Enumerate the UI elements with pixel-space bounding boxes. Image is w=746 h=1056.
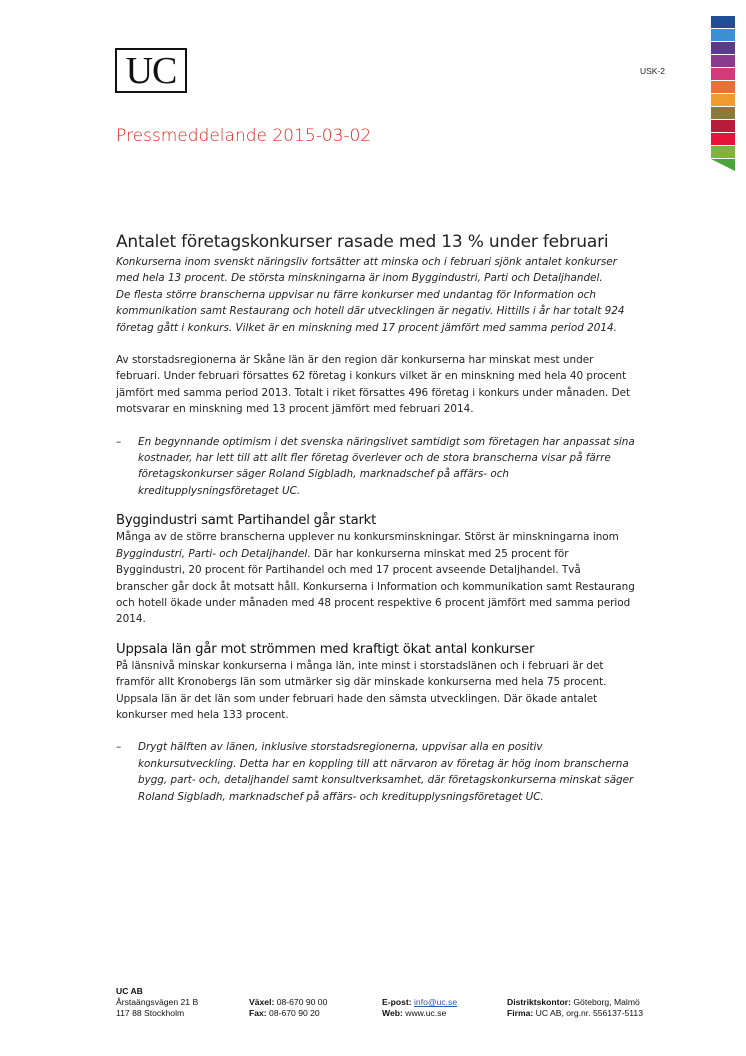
color-stripe [711,29,735,41]
quote-text: Drygt hälften av länen, inklusive storstadsregionerna, uppvisar alla en positiv konkursutveckling. Detta har en koppling till att närvaron av företag är hög inom branscherna bygg, part- och, detaljhandel samt konsultverksamhet, där företagskonkurserna minskat säger Roland Sigbladh, marknadschef på affärs- och kreditupplysningsföretaget UC. [138,741,634,803]
logo-text: UC [125,49,177,92]
footer-address [116,997,249,1019]
section-heading-byggindustri: Byggindustri samt Partihandel går starkt [116,513,377,529]
section-heading-uppsala: Uppsala län går mot strömmen med kraftigt ökat antal konkurser [116,641,535,657]
district-value: Göteborg, Malmö [570,997,640,1007]
quote-dash: – [116,741,122,754]
district-label: Distriktskontor: [507,997,571,1007]
footer-contact [382,997,507,1019]
color-stripe [711,81,735,93]
email-link[interactable]: info@uc.se [414,997,458,1007]
web-link[interactable]: www.uc.se [402,1008,447,1018]
section-text-byggindustri [116,529,636,627]
color-stripe [711,107,735,119]
document-code: USK-2 [640,66,666,76]
article-body [116,232,636,805]
color-stripe [711,55,735,67]
quote-dash: – [116,435,122,448]
intro-paragraph-1: Konkurserna inom svenskt näringsliv fortsätter att minska och i februari sjönk antalet konkurser med hela 13 procent. De största minskningarna är inom Byggindustri, Parti och Detaljhandel. [116,256,617,285]
firm-value: UC AB, org.nr. 556137-5113 [533,1008,643,1018]
address-line: Årstaängsvägen 21 B [116,997,199,1007]
footer-company: UC AB [116,986,143,996]
text-part: . Där har konkurserna minskat med 25 procent för Byggindustri, 20 procent för Partihandel och med 17 procent avseende Detaljhandel. Två branscher går dock åt motsatt håll. Konkurserna i Information och kommunikation samt Restaurang och hotell ökade under månaden med 48 procent respektive 6 procent jämfört med samma period 2014. [116,547,635,626]
color-stripe [711,16,735,28]
press-release-title: Pressmeddelande 2015-03-02 [116,126,372,146]
quote-1 [116,434,636,500]
uc-logo [115,48,187,93]
footer-phone [249,997,382,1019]
intro-paragraph-2: De flesta större branscherna uppvisar nu färre konkurser med undantag för Information och kommunikation samt Restaurang och hotell där utvecklingen är negativ. Hittills i år har totalt 924 företag gått i konkurs. Vilket är en minskning med 17 procent jämfört med samma period 2014. [116,288,625,334]
fax-value: 08-670 90 20 [266,1008,320,1018]
fax-label: Fax: [249,1008,267,1018]
color-stripe [711,146,735,158]
vaxel-label: Växel: [249,997,275,1007]
quote-text: En begynnande optimism i det svenska näringslivet samtidigt som företagen har anpassat sina kostnader, har lett till att allt fler företag överlever och de stora branscherna visar på färre företagskonkurser säger Roland Sigbladh, marknadschef på affärs- och kreditupplysningsföretaget UC. [138,435,635,497]
footer [116,986,676,1019]
email-label: E-post: [382,997,412,1007]
color-stripe [711,133,735,145]
color-stripe [711,120,735,132]
text-part-italic: Byggindustri, Parti- och Detaljhandel [116,547,308,560]
color-stripes [711,16,735,171]
section-text-uppsala: På länsnivå minskar konkurserna i många län, inte minst i storstadslänen och i februari är det framför allt Kronobergs län som utmärker sig där minskade konkurserna med hela 75 procent. Uppsala län är det län som under februari hade den sämsta utvecklingen. Där ökade antalet konkurser med hela 133 procent. [116,659,607,721]
web-label: Web: [382,1008,403,1018]
color-stripe [711,68,735,80]
firm-label: Firma: [507,1008,534,1018]
text-part: Många av de större branscherna upplever nu konkursminskningar. Störst är minskningarna inom [116,531,619,544]
color-stripe [711,42,735,54]
paragraph-storstad: Av storstadsregionerna är Skåne län är den region där konkurserna har minskat mest under februari. Under februari försattes 62 företag i konkurs vilket är en minskning med hela 40 procent jämfört med samma period 2013. Totalt i riket försattes 496 företag i konkurs under månaden. Det motsvarar en minskning med 13 procent jämfört med februari 2014. [116,354,631,416]
footer-office [507,997,677,1019]
color-stripe [711,94,735,106]
address-line: 117 88 Stockholm [116,1008,185,1018]
vaxel-value: 08-670 90 00 [274,997,328,1007]
headline: Antalet företagskonkurser rasade med 13 % under februari [116,232,609,252]
quote-2 [116,739,636,805]
color-stripe-triangle [711,159,735,171]
